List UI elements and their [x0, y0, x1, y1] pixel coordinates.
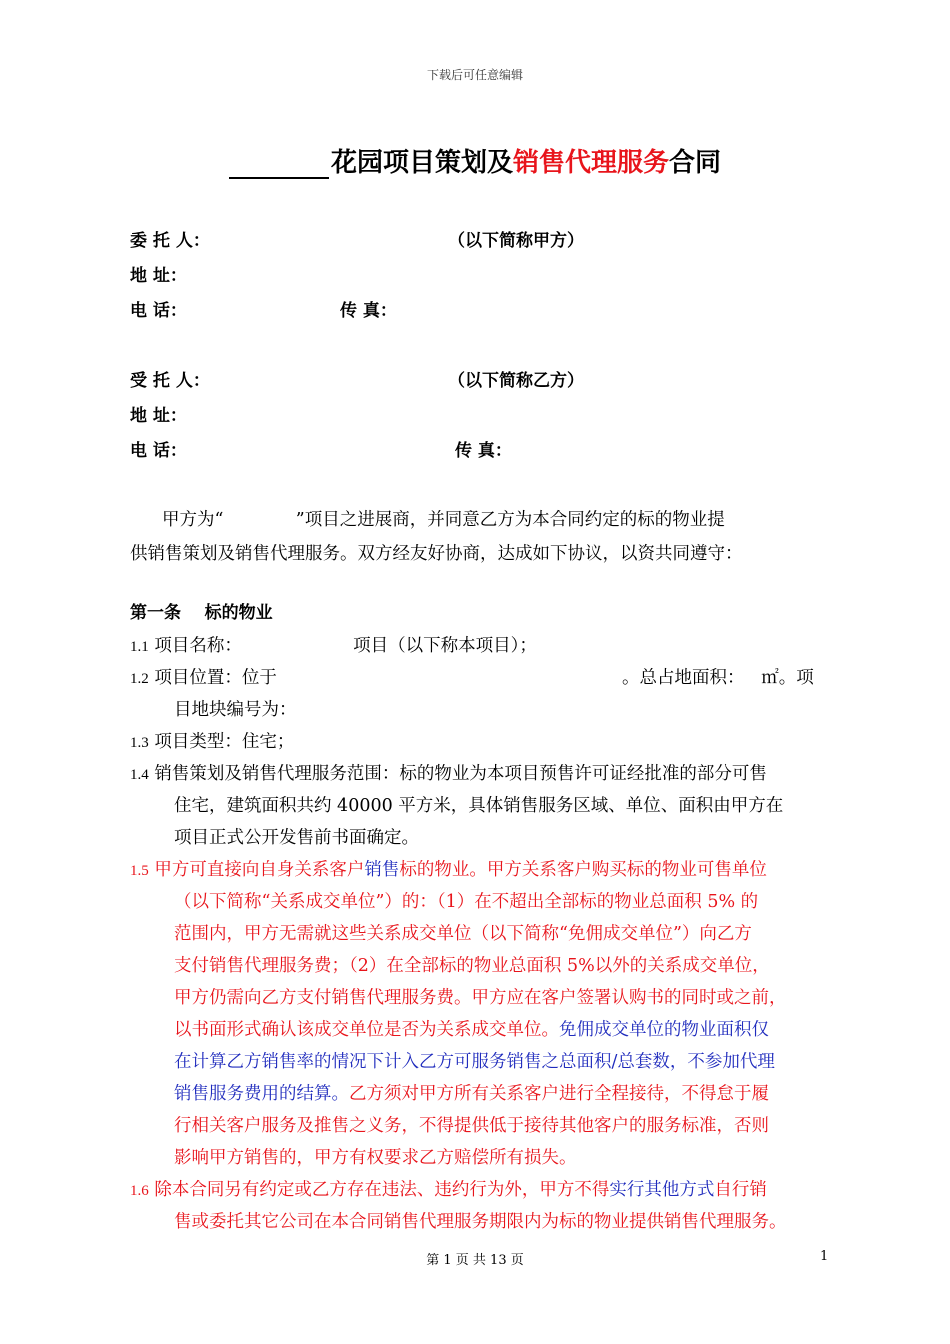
item-1-4-l2: 住宅，建筑面积共约 40000 平方米，具体销售服务区域、单位、面积由甲方在 [174, 796, 784, 816]
intro-line1: 甲方为“ ”项目之进展商，并同意乙方为本合同约定的标的物业提 [162, 510, 725, 530]
title-part1: 花园项目策划及 [330, 148, 513, 178]
party-b-note: （以下简称乙方） [448, 371, 584, 391]
contract-title [0, 142, 950, 179]
page-header: 下载后可任意编辑 [426, 68, 523, 82]
item-1-6: 1.6 除本合同另有约定或乙方存在违法、违约行为外，甲方不得实行其他方式自行销 [130, 1180, 767, 1200]
party-a-note: （以下简称甲方） [448, 231, 584, 251]
party-a-label: 委 托 人： [130, 231, 210, 251]
item-1-1: 1.1 项目名称： 项目（以下称本项目）； [130, 636, 537, 656]
title-part3: 合同 [669, 148, 722, 178]
item-1-5-l7: 在计算乙方销售率的情况下计入乙方可服务销售之总面积/总套数，不参加代理 [174, 1052, 775, 1072]
item-1-5: 1.5 甲方可直接向自身关系客户销售标的物业。甲方关系客户购买标的物业可售单位 [130, 860, 767, 880]
item-1-2-cont: 目地块编号为： [174, 700, 297, 720]
article1-heading: 第一条 标的物业 [130, 603, 273, 623]
item-1-2-area: 。总占地面积： ㎡。项 [622, 668, 814, 688]
party-b-address: 地 址： [130, 406, 187, 426]
item-1-2: 1.2 项目位置：位于 [130, 668, 277, 688]
title-blank [229, 151, 329, 179]
party-b-phone: 电 话： [130, 441, 187, 461]
party-b-fax: 传 真： [455, 441, 512, 461]
item-1-5-l5: 甲方仍需向乙方支付销售代理服务费。甲方应在客户签署认购书的同时或之前， [174, 988, 787, 1008]
item-1-5-l6: 以书面形式确认该成交单位是否为关系成交单位。免佣成交单位的物业面积仅 [174, 1020, 769, 1040]
party-b-label: 受 托 人： [130, 371, 210, 391]
party-a-fax: 传 真： [340, 301, 397, 321]
item-1-6-l2: 售或委托其它公司在本合同销售代理服务期限内为标的物业提供销售代理服务。 [174, 1212, 787, 1232]
item-1-4-l3: 项目正式公开发售前书面确定。 [174, 828, 419, 848]
intro-line2: 供销售策划及销售代理服务。双方经友好协商，达成如下协议，以资共同遵守： [130, 544, 743, 564]
item-1-5-l2: （以下简称“关系成交单位”）的：（1）在不超出全部标的物业总面积 5% 的 [174, 892, 759, 912]
party-a-phone: 电 话： [130, 301, 187, 321]
page-number: 1 [820, 1249, 829, 1264]
item-1-5-l10: 影响甲方销售的，甲方有权要求乙方赔偿所有损失。 [174, 1148, 577, 1168]
item-1-5-l8: 销售服务费用的结算。乙方须对甲方所有关系客户进行全程接待，不得怠于履 [174, 1084, 769, 1104]
party-a-address: 地 址： [130, 266, 187, 286]
item-1-5-l3: 范围内，甲方无需就这些关系成交单位（以下简称“免佣成交单位”）向乙方 [174, 924, 752, 944]
page-footer: 第 1 页 共 13 页 [426, 1253, 524, 1268]
item-1-4: 1.4 销售策划及销售代理服务范围：标的物业为本项目预售许可证经批准的部分可售 [130, 764, 767, 784]
item-1-5-l4: 支付销售代理服务费；（2）在全部标的物业总面积 5%以外的关系成交单位， [174, 956, 770, 976]
title-part2: 销售代理服务 [512, 148, 669, 178]
item-1-5-l9: 行相关客户服务及推售之义务，不得提供低于接待其他客户的服务标准，否则 [174, 1116, 769, 1136]
item-1-3: 1.3 项目类型：住宅； [130, 732, 295, 752]
